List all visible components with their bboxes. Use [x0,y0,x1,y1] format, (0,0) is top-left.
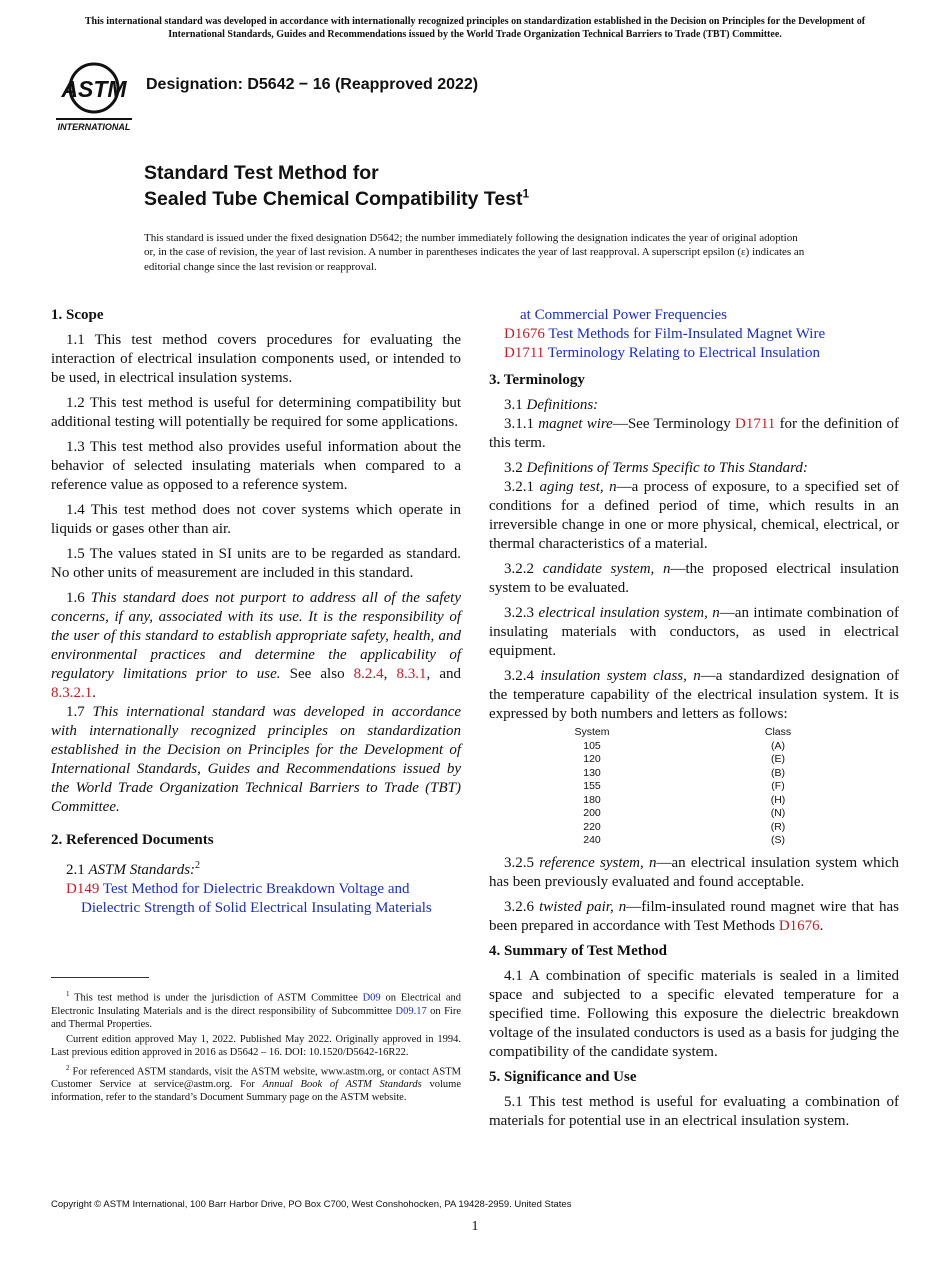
para-3-2-4 [489,667,899,724]
fn-text: For referenced ASTM standards, visit the ASTM website, www.astm.org, or contact ASTM Customer Service at service@astm.org. For [51,1066,461,1091]
def-text: for the definition of this term. [489,416,899,451]
term: magnet wire [538,416,613,432]
def-text: —a process of exposure, to a specified set of conditions for a defined period of time, which results in an irreversible change in one or more physical, chemical, electrical, or thermal characteristics of a material. [489,479,899,552]
term: twisted pair, n [539,898,627,915]
para-1-5: 1.5 The values stated in SI units are to be regarded as standard. No other units of measurement are included in this standard. [51,546,461,581]
system-cell: 220 [583,820,601,833]
insulation-class-table [489,726,899,848]
reference-d149[interactable] [66,880,461,918]
footnote-2 [51,1062,461,1105]
significance-heading: 5. Significance and Use [489,1068,637,1085]
para-num: 2.1 [66,862,85,878]
para-5-1: 5.1 This test method is useful for evaluating a combination of materials for potential use in an electrical insulation system. [489,1093,899,1129]
para-2-1 [51,856,461,880]
link-8-3-2-1[interactable]: 8.3.2.1 [51,685,93,701]
term: reference system, n [539,854,657,871]
fn-mark: 2 [66,1063,70,1072]
footnote-1-edition: Current edition approved May 1, 2022. Published May 2022. Originally approved in 1994. Last previous edition approved in 2016 as D5642 – 16. DOI: 10.1520/D5642-16R22. [51,1034,461,1059]
para-3-1-1 [489,415,899,453]
link-8-3-1[interactable]: 8.3.1 [396,666,427,682]
class-cell: (H) [770,793,786,806]
footnotes [51,988,461,1107]
ref-code[interactable]: D1676 [504,326,545,342]
table-row [561,834,803,848]
def-text: —film-insulated round magnet wire that has been prepared in accordance with Test Methods [489,898,899,934]
class-cell: (N) [770,807,786,819]
page-number: 1 [471,1219,479,1234]
document-title [144,160,529,212]
table-row [561,740,803,754]
reference-d1676[interactable] [504,325,899,344]
para-1-4: 1.4 This test method does not cover systems which operate in liquids or gases other than air. [51,502,461,537]
para-1-1: 1.1 This test method covers procedures for evaluating the interaction of electrical insulation components used, or intended to be used, in electrical insulation systems. [51,332,461,386]
see-also-label: See also [289,666,345,682]
footnote-1 [51,988,461,1031]
left-column [51,306,461,918]
para-1-2: 1.2 This test method is useful for determining compatibility but additional testing will potentially be required for some applications. [51,395,461,430]
para-3-2-3 [489,604,899,661]
para-num: 3.1.1 [504,416,534,432]
header-system: System [574,726,610,738]
para-num: 3.2.2 [504,561,534,577]
reference-d149-continued[interactable] [489,306,899,325]
definitions-label: Definitions: [526,397,599,413]
system-cell: 155 [583,780,601,792]
header-class: Class [764,726,792,738]
class-cell: (S) [771,834,785,846]
logo-subtext: INTERNATIONAL [57,122,131,132]
table-row [561,753,803,767]
footnote-mark-2[interactable]: 2 [195,860,201,871]
fn-mark: 1 [66,990,70,998]
title-line-1: Standard Test Method for [144,162,379,184]
class-cell: (R) [770,820,786,833]
fn-text: on Electrical and Electronic Insulating Materials and is the direct responsibility of Subcommittee [51,992,462,1017]
table-row [561,767,803,781]
class-cell: (F) [771,780,785,792]
tbt-statement: This international standard was developed in accordance with internationally recognized principles on standardization established in the Decision on Principles for the Development of International Standards, Guides and Recommendations issued by the World Trade Organization Technical Barriers to Trade (TBT) Committee. [51,704,462,815]
system-cell: 240 [583,834,601,846]
ref-title[interactable]: Test Methods for Film-Insulated Magnet Wire [548,326,826,342]
def-text: —See Terminology [612,416,731,432]
para-4-1: 4.1 A combination of specific materials is sealed in a limited space and subjected to a specific elevated temperature for a specified time. Following this exposure the dielectric breakdown voltage of the insulated conductors is used as a basis for judging the compatibility of the candidate system. [489,967,899,1060]
designation: Designation: D5642 − 16 (Reapproved 2022) [146,76,479,93]
para-num: 3.2.3 [504,605,534,621]
astm-logo [54,58,134,134]
def-text: —an electrical insulation system which has been previously evaluated and found acceptable. [489,854,899,890]
copyright: Copyright © ASTM International, 100 Barr Harbor Drive, PO Box C700, West Conshohocken, PA 19428-2959. United States [51,1199,572,1210]
system-cell: 200 [583,807,601,819]
right-column [489,306,899,1137]
para-num: 3.2.4 [504,668,534,684]
summary-heading: 4. Summary of Test Method [489,942,667,959]
term: insulation system class, n [540,668,701,684]
tbt-notice: This international standard was developed in accordance with internationally recognized principles on standardization established in the Decision on Principles for the Development of International Standards, Guides and Recommendations issued by the World Trade Organization Technical Barriers to Trade (TBT) Committee. [84,16,866,40]
para-num: 3.2.6 [504,898,534,915]
term: candidate system, n [542,561,671,577]
para-num: 3.1 [504,397,523,413]
reference-d149-title[interactable]: Test Method for Dielectric Breakdown Voltage and Dielectric Strength of Solid Electrical Insulating Materials [81,881,432,916]
para-1-3: 1.3 This test method also provides useful information about the behavior of selected insulating materials when compared to a reference value as opposed to a reference system. [51,439,461,493]
para-num: 3.2.5 [504,854,534,871]
referenced-documents-heading: 2. Referenced Documents [51,832,214,848]
fn-text: volume information, refer to the standard’s Document Summary page on the ASTM website. [51,1079,462,1104]
link-d1676[interactable]: D1676 [778,917,820,934]
and-label: , and [426,666,462,682]
link-d09[interactable]: D09 [362,992,381,1004]
table-row [561,821,803,835]
table-header-row [561,726,803,740]
para-num: 3.2 [504,460,523,476]
footnote-separator [51,977,149,978]
system-cell: 130 [583,766,601,779]
para-3-2-6 [489,898,899,936]
system-cell: 120 [583,753,601,765]
scope-heading: 1. Scope [51,307,104,323]
para-num: 1.7 [66,704,85,720]
specific-definitions-label: Definitions of Terms Specific to This Standard: [526,460,808,476]
link-d1711[interactable]: D1711 [735,416,776,432]
link-8-2-4[interactable]: 8.2.4 [353,666,384,682]
class-cell: (A) [771,739,785,752]
class-cell: (B) [771,766,785,779]
logo-text: ASTM [61,76,127,102]
safety-statement: This standard does not purport to address all of the safety concerns, if any, associated with its use. It is the responsibility of the user of this standard to establish appropriate safety, health, and environmental practices and determine the applicability of regulatory limitations prior to use. [51,590,461,682]
def-text: —an intimate combination of insulating materials with conductors, as used in electrical equipment. [489,605,900,659]
para-num: 3.2.1 [504,479,534,495]
para-1-7 [51,703,461,817]
reference-d149-title-end[interactable]: at Commercial Power Frequencies [520,307,728,323]
def-text: —a standardized designation of the temperature capability of the electrical insulation system. It is expressed by both numbers and letters as follows: [489,668,900,722]
link-d09-17[interactable]: D09.17 [395,1005,427,1017]
system-cell: 180 [583,793,601,806]
issuance-note: This standard is issued under the fixed designation D5642; the number immediately following the designation indicates the year of original adoption or, in the case of revision, the year of last revision. A number in parentheses indicates the year of last reapproval. A superscript epsilon (ε) indicates an editorial change since the last revision or reapproval. [144,232,805,273]
para-1-6: 1.6 This standard does not purport to address all of the safety concerns, if any, associated with its use. It is the responsibility of the user of this standard to establish appropriate safety, health, and environmental practices and determine the applicability of regulatory limitations prior to use. See also 8.2.4, 8.3.1, and 8.3.2.1. [51,590,462,701]
para-3-2 [489,459,899,478]
fn-text: on Fire and Thermal Properties. [51,1005,462,1030]
term: aging test, n [539,479,617,495]
table-row [561,794,803,808]
fn-text: This test method is under the jurisdiction of ASTM Committee [74,992,358,1004]
def-text: —the proposed electrical insulation system to be evaluated. [489,561,900,596]
period: . [819,917,824,934]
para-num: 1.6 [66,590,85,606]
ref-code[interactable]: D149 [66,881,100,897]
table-row [561,780,803,794]
reference-d1711[interactable] [504,344,899,363]
fn-italic: Annual Book of ASTM Standards [262,1079,422,1091]
para-3-1 [489,396,899,415]
term: electrical insulation system, n [538,605,720,621]
astm-standards-label: ASTM Standards: [88,862,196,878]
terminology-heading: 3. Terminology [489,372,585,388]
title-line-2: Sealed Tube Chemical Compatibility Test [144,188,523,210]
ref-title[interactable]: Terminology Relating to Electrical Insulation [547,345,820,361]
ref-code[interactable]: D1711 [504,345,545,361]
table-row [561,807,803,821]
system-cell: 105 [583,739,601,752]
para-3-2-1 [489,478,899,554]
para-3-2-2 [489,560,899,598]
class-cell: (E) [771,753,785,765]
title-footnote-mark[interactable]: 1 [522,186,530,201]
para-3-2-5 [489,854,899,892]
